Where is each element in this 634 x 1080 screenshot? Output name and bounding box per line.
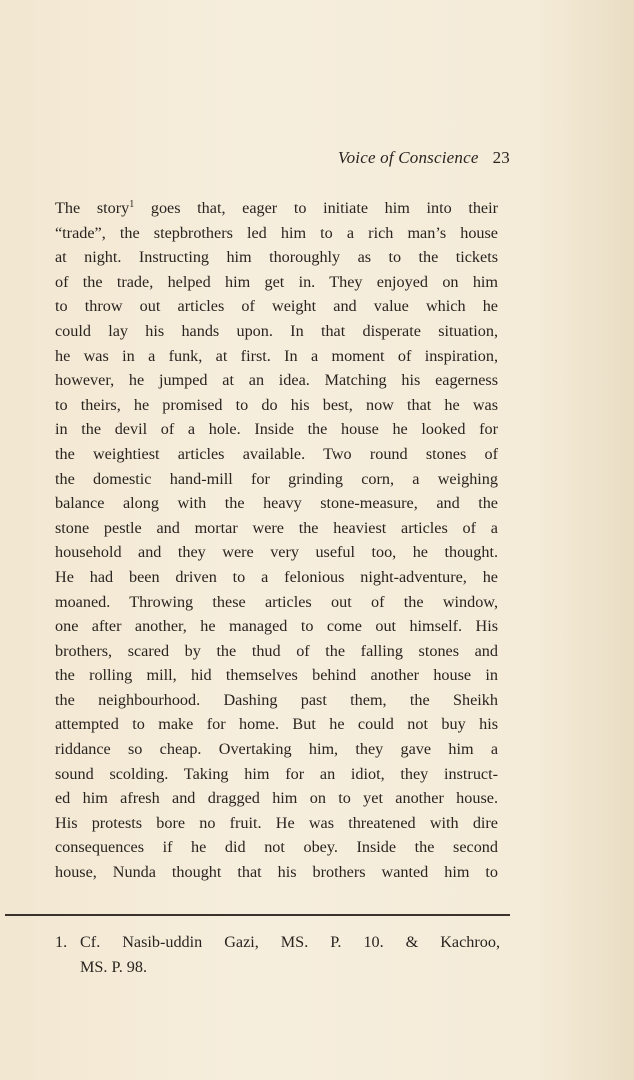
text-line-18: one after another, he managed to come out himself. His — [55, 617, 498, 636]
text-line-4: of the trade, helped him get in. They enjoyed on him — [55, 272, 498, 291]
text-line-16: He had been driven to a felonious night-adventure, he — [55, 567, 498, 586]
text-line-20: the rolling mill, hid themselves behind another house in — [55, 666, 498, 685]
text-line-9: to theirs, he promised to do his best, now that he was — [55, 395, 498, 414]
footnote — [55, 930, 500, 980]
text-line-3: at night. Instructing him thoroughly as to the tickets — [55, 248, 498, 267]
page-number: 23 — [492, 148, 510, 167]
text-line-1-start: The story — [55, 199, 130, 217]
text-line-8: however, he jumped at an idea. Matching his eagerness — [55, 371, 498, 390]
text-line-19: brothers, scared by the thud of the falling stones and — [55, 641, 498, 660]
text-line-26: His protests bore no fruit. He was threatened with dire — [55, 813, 498, 832]
footnote-rule — [5, 914, 510, 916]
footnote-number: 1. — [55, 933, 68, 951]
text-line-7: he was in a funk, at first. In a moment of inspiration, — [55, 346, 498, 365]
text-line-15: household and they were very useful too, he thought. — [55, 543, 498, 562]
text-line-11: the weightiest articles available. Two round stones of — [55, 444, 498, 463]
text-line-22: attempted to make for home. But he could not buy his — [55, 715, 498, 734]
text-line-2: “trade”, the stepbrothers led him to a rich man’s house — [55, 223, 498, 242]
text-line-12: the domestic hand-mill for grinding corn, a weighing — [55, 469, 498, 488]
footnote-line-2: MS. P. 98. — [80, 958, 148, 976]
text-line-10: in the devil of a hole. Inside the house he looked for — [55, 420, 498, 439]
text-line-21: the neighbourhood. Dashing past them, the Sheikh — [55, 690, 498, 709]
body-paragraph — [55, 196, 498, 885]
text-line-6: could lay his hands upon. In that disperate situation, — [55, 321, 498, 340]
text-line-1-end: goes that, eager to initiate him into their — [134, 199, 498, 217]
text-line-14: stone pestle and mortar were the heaviest articles of a — [55, 518, 498, 537]
text-line-17: moaned. Throwing these articles out of the window, — [55, 592, 498, 611]
text-line-13: balance along with the heavy stone-measure, and the — [55, 494, 498, 513]
footnote-marker: 1 — [129, 199, 135, 210]
running-head-title: Voice of Conscience — [337, 148, 479, 167]
text-line-27: consequences if he did not obey. Inside the second — [55, 838, 498, 857]
text-line-1 — [55, 196, 498, 221]
text-line-25: ed him afresh and dragged him on to yet another house. — [55, 789, 498, 808]
text-line-28: house, Nunda thought that his brothers wanted him to — [55, 863, 498, 882]
text-line-24: sound scolding. Taking him for an idiot, they instruct- — [55, 764, 498, 783]
footnote-line-1: Cf. Nasib-uddin Gazi, MS. P. 10. & Kachroo, — [80, 933, 500, 951]
text-line-5: to throw out articles of weight and value which he — [55, 297, 498, 316]
text-line-23: riddance so cheap. Overtaking him, they gave him a — [55, 740, 498, 759]
running-head — [338, 148, 510, 168]
